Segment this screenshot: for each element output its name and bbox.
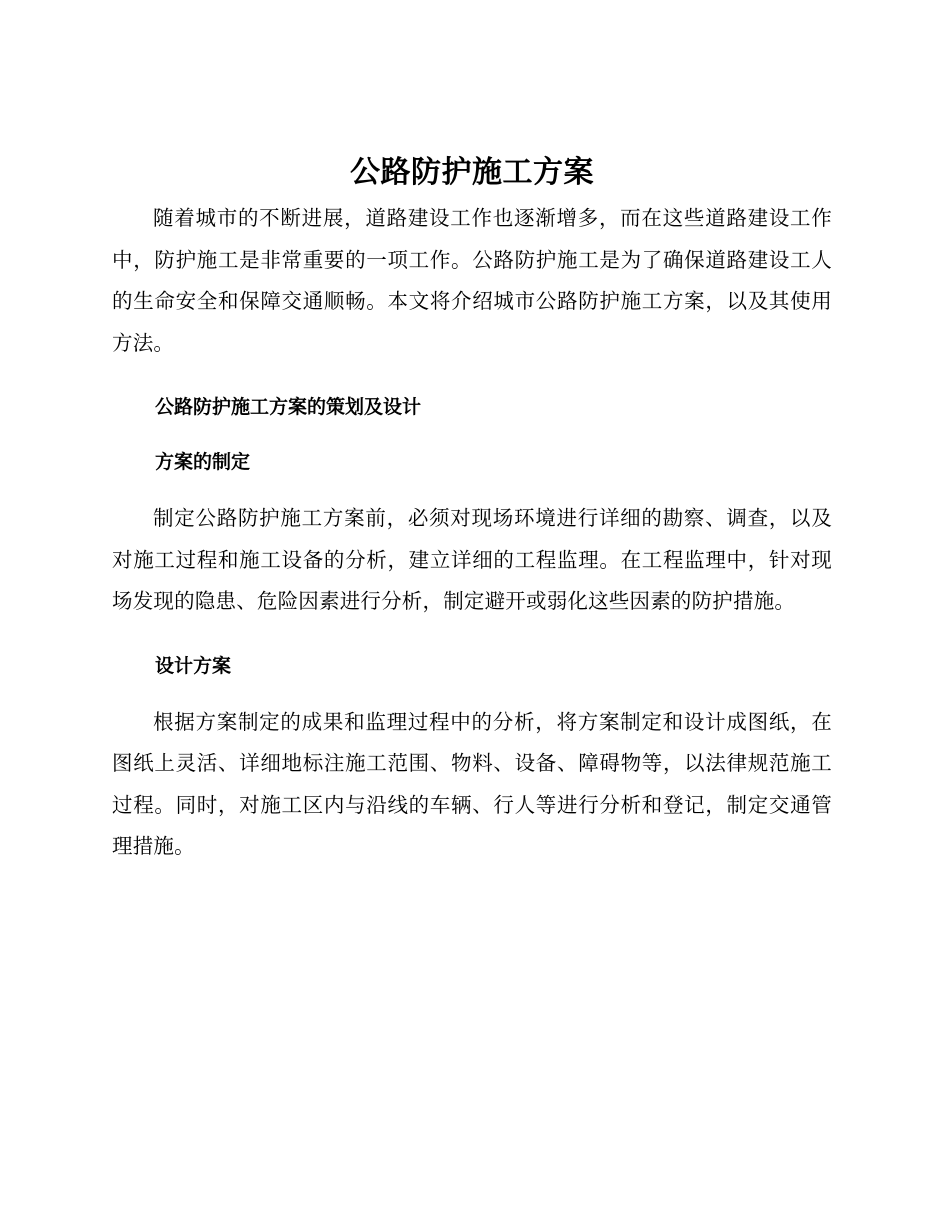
document-body bbox=[112, 148, 832, 868]
subsection-paragraph-plan: 制定公路防护施工方案前，必须对现场环境进行详细的勘察、调查，以及对施工过程和施工设备的分析，建立详细的工程监理。在工程监理中，针对现场发现的隐患、危险因素进行分析，制定避开或弱化这些因素的防护措施。 bbox=[112, 506, 832, 613]
document-title: 公路防护施工方案 bbox=[350, 155, 594, 190]
subsection-heading-plan: 方案的制定 bbox=[155, 451, 251, 473]
subsection-paragraph-design: 根据方案制定的成果和监理过程中的分析，将方案制定和设计成图纸，在图纸上灵活、详细地标注施工范围、物料、设备、障碍物等，以法律规范施工过程。同时，对施工区内与沿线的车辆、行人等进行分析和登记，制定交通管理措施。 bbox=[112, 709, 832, 858]
subsection-heading-design: 设计方案 bbox=[155, 654, 232, 677]
section-heading: 公路防护施工方案的策划及设计 bbox=[155, 396, 422, 418]
intro-paragraph: 随着城市的不断进展，道路建设工作也逐渐增多，而在这些道路建设工作中，防护施工是非常重要的一项工作。公路防护施工是为了确保道路建设工人的生命安全和保障交通顺畅。本文将介绍城市公路防护施工方案，以及其使用方法。 bbox=[112, 206, 832, 355]
